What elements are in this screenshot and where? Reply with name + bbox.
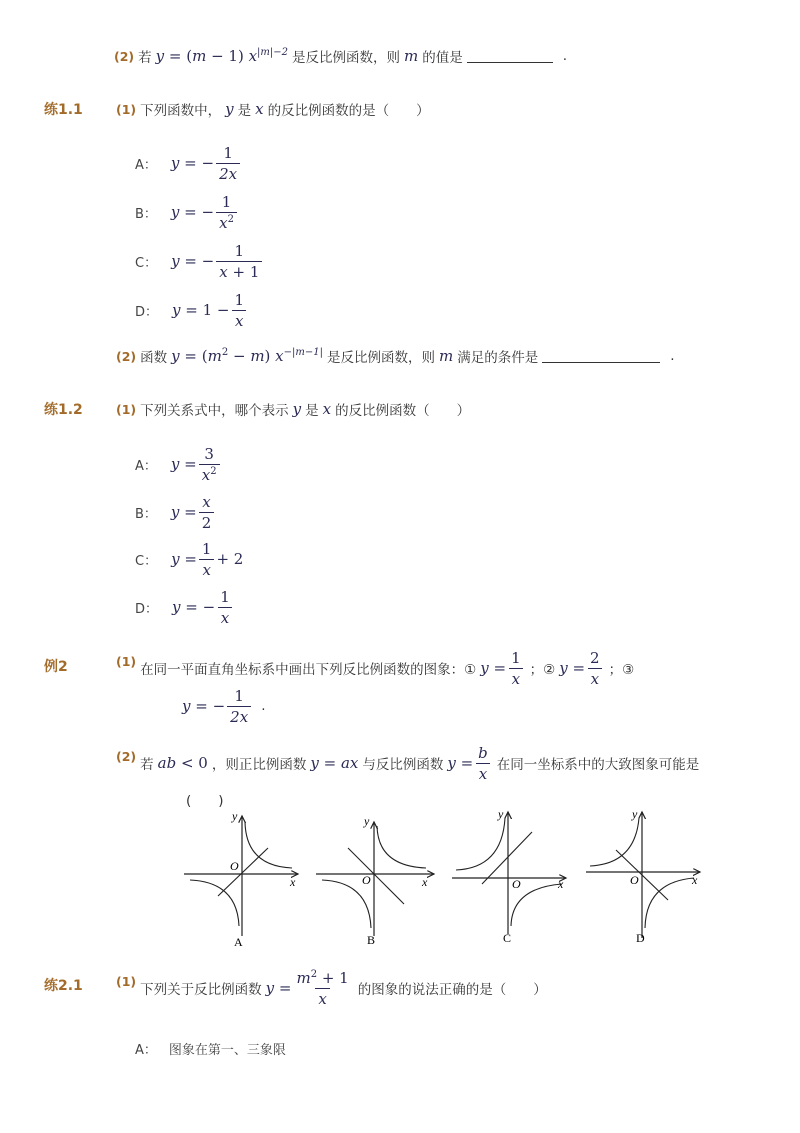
- ex2-question-1: [116, 648, 634, 688]
- answer-blank: [467, 49, 553, 63]
- section-tag: 例2: [44, 659, 68, 675]
- formula: y = ax: [310, 754, 359, 772]
- formula: y = − $\frac{1}{x}$: [172, 588, 235, 627]
- option-label: D：: [135, 304, 159, 320]
- question-number: (1): [116, 654, 137, 669]
- period: .: [562, 48, 568, 64]
- option-d[interactable]: [135, 290, 249, 330]
- variable-y: y: [292, 400, 302, 418]
- question-text: ，则正比例函数: [211, 757, 307, 773]
- question-text: 的图象的说法正确的是（ ）: [357, 982, 547, 998]
- question-text: 与反比例函数: [362, 757, 444, 773]
- formula: ab < 0: [157, 754, 208, 772]
- answer-paren: ( ): [186, 793, 224, 809]
- formula: y = − $\frac{1}{x^2}$: [171, 193, 239, 232]
- question-text: 是反比例函数，则: [292, 50, 401, 66]
- axis-y-label: y: [632, 808, 638, 821]
- question-text: 的值是: [422, 50, 463, 66]
- question-text: 是: [305, 403, 319, 419]
- formula: $y = (m^2 - m)$ $x^{-|m-1|}$: [171, 347, 323, 365]
- formula: y = − $\frac{1}{2x}$: [171, 144, 242, 183]
- question-text: 若: [140, 757, 154, 773]
- variable-y: y: [225, 100, 234, 118]
- question-number: (2): [116, 749, 137, 764]
- separator: ；②: [529, 662, 556, 678]
- axis-y-label: y: [232, 809, 238, 823]
- option-label: B：: [135, 206, 157, 222]
- formula: y = $\frac{3}{x^2}$: [171, 445, 222, 484]
- option-c[interactable]: [135, 539, 243, 579]
- graph-label: D: [636, 931, 645, 945]
- l11-question-1: [116, 98, 430, 120]
- graph-label: C: [503, 931, 512, 945]
- question-text: 下列关于反比例函数: [140, 982, 262, 998]
- graph-label: B: [367, 933, 376, 947]
- question-text: 满足的条件是: [457, 350, 539, 366]
- section-tag: 练1.2: [44, 402, 83, 418]
- option-label: B：: [135, 506, 157, 522]
- graph-label: A: [234, 935, 243, 949]
- formula: y = $\frac{x}{2}$: [171, 493, 216, 532]
- graph-c[interactable]: [452, 808, 566, 945]
- variable-m: m: [438, 347, 454, 365]
- question-number: (1): [116, 101, 137, 117]
- period: .: [261, 698, 266, 714]
- question-text: 的反比例函数的是（ ）: [267, 103, 430, 119]
- question-text: 若: [138, 50, 152, 66]
- option-b[interactable]: [135, 492, 216, 532]
- formula: y = $\frac{1}{x}$: [480, 649, 525, 688]
- question-number: (1): [116, 974, 137, 989]
- option-label: C：: [135, 255, 158, 271]
- axis-x-label: x: [290, 875, 296, 889]
- question-text: 函数: [140, 350, 168, 366]
- origin-label: O: [512, 877, 521, 891]
- section-tag: 练1.1: [44, 102, 83, 118]
- ex2-question-2: [116, 743, 699, 783]
- answer-blank: [542, 349, 660, 363]
- formula: y = − $\frac{1}{2x}$: [182, 687, 253, 726]
- axis-x-label: x: [558, 877, 564, 891]
- formula: y = $\frac{b}{x}$: [447, 744, 492, 783]
- graph-b[interactable]: [316, 814, 434, 947]
- formula: y = $\frac{1}{x}$ + 2: [171, 539, 244, 579]
- question-text: 在同一坐标系中的大致图象可能是: [496, 757, 700, 773]
- option-label: A：: [135, 1042, 157, 1058]
- question-text: 的反比例函数（ ）: [335, 403, 471, 419]
- origin-label: O: [630, 873, 639, 887]
- separator: ；③: [608, 662, 635, 678]
- option-label: C：: [135, 553, 158, 569]
- variable-m: m: [404, 47, 419, 65]
- question-text: 是反比例函数，则: [326, 350, 435, 366]
- option-label: A：: [135, 157, 157, 173]
- l21-question-1: [116, 966, 547, 1010]
- axis-x-label: x: [422, 875, 428, 889]
- section-tag: 练2.1: [44, 978, 83, 994]
- question-number: (1): [116, 401, 137, 417]
- formula: y = 1 − $\frac{1}{x}$: [172, 291, 249, 330]
- graph-a[interactable]: [184, 809, 298, 949]
- question-number: (2): [114, 48, 135, 64]
- prev-question-2: [114, 44, 567, 68]
- ex2-question-1-cont: [182, 686, 265, 726]
- option-label: A：: [135, 458, 157, 474]
- l11-question-2: [116, 344, 675, 368]
- graph-options: [180, 808, 720, 950]
- l12-question-1: [116, 398, 470, 420]
- option-a[interactable]: [135, 1038, 286, 1058]
- question-text: 下列函数中，: [140, 103, 222, 119]
- option-a[interactable]: [135, 143, 242, 183]
- variable-x: x: [255, 100, 264, 118]
- origin-label: O: [230, 859, 239, 873]
- option-a[interactable]: [135, 444, 222, 484]
- question-text: 在同一平面直角坐标系中画出下列反比例函数的图象：①: [140, 662, 477, 678]
- period: .: [670, 348, 675, 364]
- option-b[interactable]: [135, 192, 239, 232]
- axis-y-label: y: [364, 814, 370, 828]
- option-c[interactable]: [135, 241, 264, 281]
- option-label: D：: [135, 601, 159, 617]
- axis-y-label: y: [498, 808, 504, 821]
- question-text: 是: [237, 103, 252, 119]
- formula: y = (m − 1) $x^{|m|-2}$: [155, 47, 289, 65]
- option-d[interactable]: [135, 587, 235, 627]
- question-text: 下列关系式中，哪个表示: [140, 403, 289, 419]
- origin-label: O: [362, 873, 371, 887]
- variable-x: x: [322, 400, 332, 418]
- formula: y = $\frac{m^2 + 1}{x}$: [265, 968, 349, 1008]
- formula: y = − $\frac{1}{x + 1}$: [171, 242, 264, 281]
- axis-x-label: x: [692, 873, 698, 887]
- formula: y = $\frac{2}{x}$: [559, 649, 604, 688]
- option-text: 图象在第一、三象限: [168, 1042, 286, 1058]
- question-number: (2): [116, 348, 137, 364]
- graph-d[interactable]: [586, 808, 700, 945]
